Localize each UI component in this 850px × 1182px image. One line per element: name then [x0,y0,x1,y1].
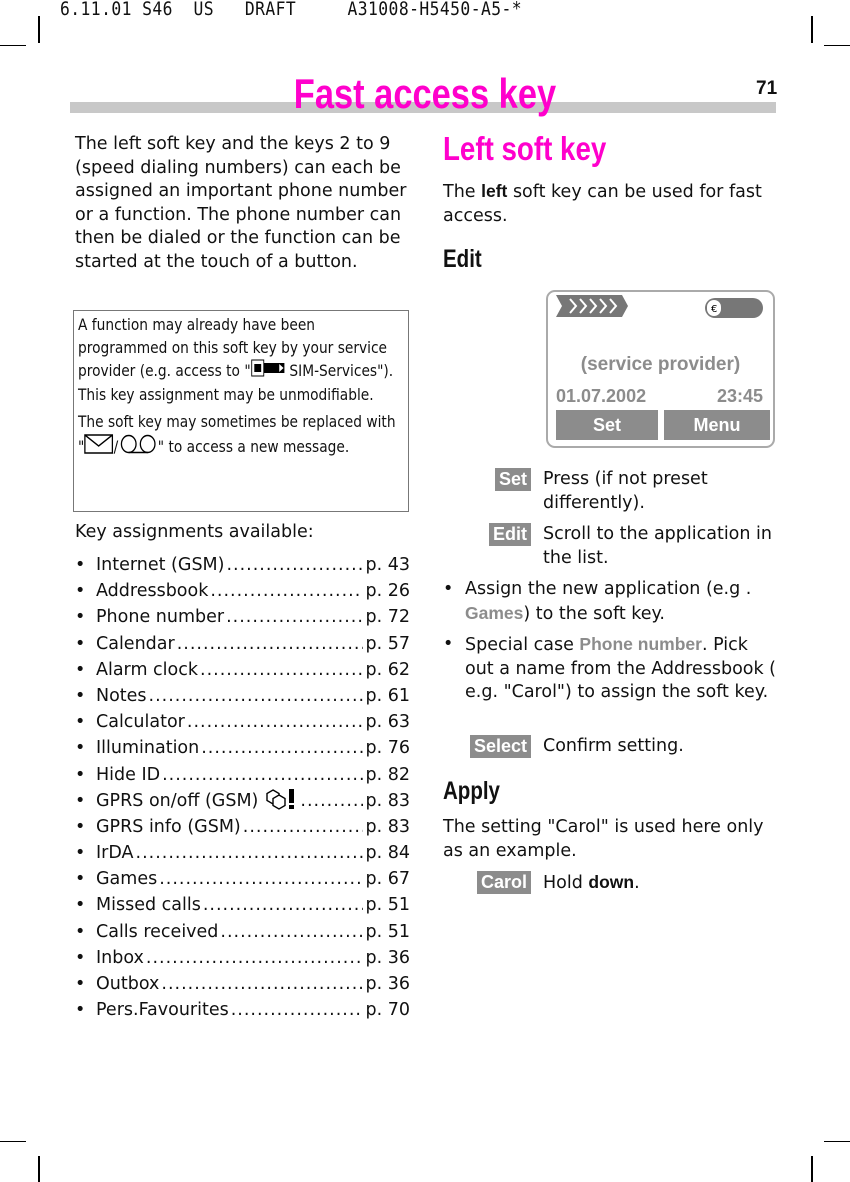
apply-text: The setting "Carol" is used here only as an example. [443,817,764,861]
key-assignment-page: p. 67 [365,869,410,890]
key-assignment-label: Calls received [96,921,219,942]
key-assignment-label: Missed calls [96,895,201,916]
key-assignment-item: • Illumination ..... p. 76 [75,735,410,761]
key-assignment-page: p. 82 [365,764,410,785]
key-assignment-page: p. 36 [365,947,410,968]
key-assignment-page: p. 83 [365,816,410,837]
signal-strength-icon [556,295,628,317]
crop-mark [0,45,26,46]
set-key[interactable]: Set [495,468,531,491]
key-assignment-item: • Pers.Favourites ..... p. 70 [75,997,410,1023]
key-assignment-item: • Calls received ..... p. 51 [75,919,410,945]
carol-key[interactable]: Carol [477,871,531,894]
key-assignment-item: • Calendar ..... p. 57 [75,631,410,657]
edit-step-description: Scroll to the application in the list. [543,524,772,568]
key-assignment-page: p. 43 [365,555,410,575]
leader-dots [210,578,363,604]
leader-dots [200,657,363,683]
key-assignment-item: • Outbox ..... p. 36 [75,971,410,997]
crop-mark [811,16,813,43]
key-assignment-page: p. 83 [365,790,410,811]
key-assignment-label: Inbox [96,947,144,968]
key-assignment-page: p. 36 [365,974,410,994]
key-assignment-page: p. 26 [365,581,410,602]
softkey-set[interactable]: Set [556,410,658,440]
key-assignment-page: p. 63 [365,712,410,733]
key-assignment-label: GPRS info (GSM) [96,816,241,837]
leader-dots [226,604,363,630]
key-assignment-label: Illumination [96,738,200,759]
crop-mark [824,1141,850,1142]
key-assignment-page: p. 70 [365,1000,410,1021]
key-assignment-item: • GPRS on/off (GSM) ..... p. 83 [75,788,410,814]
page-title: Fast access key [293,70,557,117]
leader-dots [220,919,363,945]
leader-dots [226,552,363,578]
key-assignment-label: Notes [96,685,147,706]
edit-step-edit [443,523,778,570]
key-assignments-list [75,552,410,1023]
leader-dots [187,709,364,735]
leader-dots [243,814,364,840]
apply-step-description: Hold down. [543,872,640,893]
key-assignment-item: • Internet (GSM) ..... p. 43 [75,552,410,578]
leader-dots [201,735,363,761]
assign-bullet: • Assign the new application (e.g . Games) to the soft key. [443,579,752,624]
key-assignment-label: Phone number [96,607,225,628]
draft-header: 6.11.01 S46 US DRAFT A31008-H5450-A5-* [60,0,523,20]
apply-step-carol [443,871,778,896]
key-assignment-label: Calculator [96,712,185,733]
intro-paragraph: The left soft key and the keys 2 to 9 (speed dialing numbers) can each be assigned an important phone number or a function. The phone number can then be dialed or the function can be started at the touch of a button. [75,134,407,272]
edit-heading: Edit [443,245,482,273]
date-label: 01.07.2002 [556,386,647,406]
key-assignment-item: • Missed calls ..... p. 51 [75,892,410,918]
service-provider-label: (service provider) [580,354,741,375]
key-assignment-item: • IrDA ..... p. 84 [75,840,410,866]
note-paragraph-2: The soft key may sometimes be replaced with " / " to access a new message. [78,411,400,460]
key-assignment-page: p. 51 [365,895,410,916]
key-assignment-label: Pers.Favourites [96,1000,229,1021]
key-assignment-label: Games [96,869,158,890]
edit-step-select [443,735,778,759]
leader-dots [203,892,364,918]
crop-mark [38,16,40,43]
time-label: 23:45 [716,386,763,406]
leader-dots [231,997,364,1023]
crop-mark [824,45,850,46]
leader-dots [300,788,363,814]
svg-text:€: € [711,304,718,315]
edit-step-description: Confirm setting. [543,736,684,756]
key-assignment-label: Hide ID [96,764,161,785]
sim-card-icon [251,359,285,384]
leader-dots [149,683,364,709]
note-paragraph-1: A function may already have been programmed on this soft key by your service provider (e.g. access to " SIM-Services"). This key assignment may be unmodifiable. [78,315,394,404]
voicemail-icon [118,434,158,461]
key-assignment-item: • Games ..... p. 67 [75,866,410,892]
leader-dots [161,971,363,997]
key-assignment-page: p. 57 [365,633,410,654]
key-assignment-page: p. 72 [365,607,410,628]
select-key[interactable]: Select [470,735,531,758]
key-assignment-label: IrDA [96,843,134,864]
key-assignment-page: p. 76 [365,738,410,759]
key-assignment-item: • Phone number ..... p. 72 [75,604,410,630]
edit-step-description: Press (if not preset differently). [543,469,708,513]
key-assignment-label: GPRS on/off (GSM) [96,790,259,811]
phone-display [546,290,775,448]
note-box [73,310,409,512]
key-assignment-page: p. 62 [365,659,410,680]
page-number: 71 [756,78,778,99]
apply-heading: Apply [443,777,500,805]
left-soft-key-intro: The left soft key can be used for fast access. [443,181,762,226]
leader-dots [162,762,363,788]
key-assignment-label: Internet (GSM) [96,555,225,575]
key-assignment-page: p. 84 [365,843,410,864]
softkey-menu[interactable]: Menu [664,410,770,440]
key-assignments-label: Key assignments available: [75,522,314,542]
leader-dots [136,840,364,866]
key-assignment-item: • Notes ..... p. 61 [75,683,410,709]
gprs-icon [264,788,298,814]
edit-step-set [443,468,778,515]
key-assignment-page: p. 51 [365,921,410,942]
crop-mark [0,1141,26,1142]
key-assignment-label: Outbox [96,974,160,994]
key-assignment-page: p. 61 [365,685,410,706]
key-assignment-label: Addressbook [96,581,209,602]
envelope-icon [84,434,113,461]
key-assignment-item: • Addressbook ..... p. 26 [75,578,410,604]
key-assignment-item: • Calculator ..... p. 63 [75,709,410,735]
crop-mark [38,1156,40,1182]
left-soft-key-heading: Left soft key [443,130,607,167]
leader-dots [177,631,364,657]
leader-dots [146,945,364,971]
leader-dots [159,866,363,892]
key-assignment-item: • GPRS info (GSM) ..... p. 83 [75,814,410,840]
battery-icon [704,297,764,319]
key-assignment-label: Alarm clock [96,659,199,680]
key-assignment-item: • Inbox ..... p. 36 [75,945,410,971]
key-assignment-label: Calendar [96,633,175,654]
edit-key[interactable]: Edit [489,523,531,546]
key-assignment-item: • Hide ID ..... p. 82 [75,762,410,788]
key-assignment-item: • Alarm clock ..... p. 62 [75,657,410,683]
special-case-bullet: • Special case Phone number. Pick out a name from the Addressbook ( e.g. "Carol") to assign the soft key. [443,634,777,702]
crop-mark [811,1156,813,1182]
